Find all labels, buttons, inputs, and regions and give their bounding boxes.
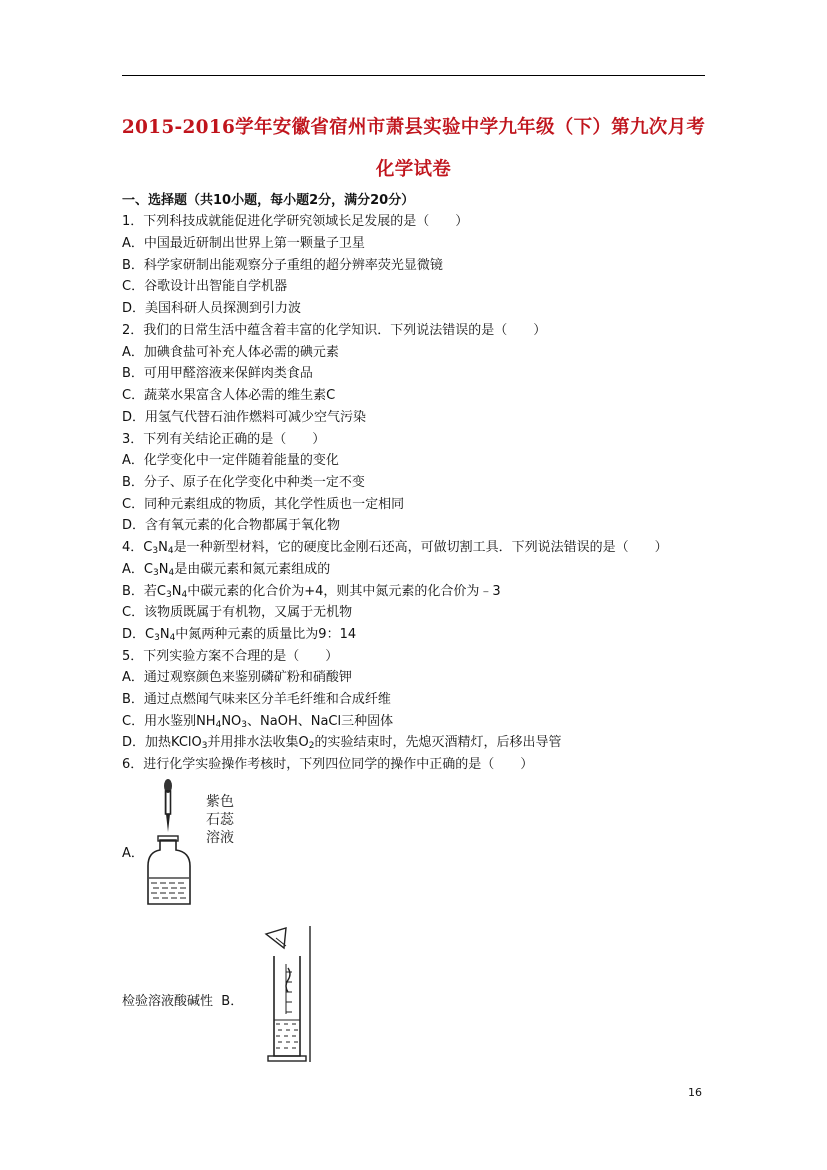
formula-c: 4．C [122, 540, 153, 555]
graduated-cylinder-figure [262, 924, 318, 1064]
page-title-line1: 2015-2016学年安徽省宿州市萧县实验中学九年级（下）第九次月考 [121, 117, 706, 138]
question-5-option-d [122, 731, 561, 751]
subscript: 4 [168, 568, 175, 578]
option-text: 是由碳元素和氮元素组成的 [174, 562, 331, 577]
option-prefix: D．C [122, 627, 155, 642]
option-b-label: B． [221, 994, 244, 1009]
reagent-bottle-icon [148, 836, 190, 904]
question-5-option-b: B．通过点燃闻气味来区分羊毛纤维和合成纤维 [122, 692, 391, 707]
option-prefix: A．C [122, 562, 153, 577]
question-4-option-d [122, 623, 356, 643]
question-1-option-b: B．科学家研制出能观察分子重组的超分辨率荧光显微镜 [122, 258, 443, 273]
formula-part: NO [221, 714, 242, 729]
question-2-option-b: B．可用甲醛溶液来保鲜肉类食品 [122, 366, 313, 381]
question-2-stem: 2．我们的日常生活中蕴含着丰富的化学知识．下列说法错误的是（ ） [122, 323, 547, 338]
question-4-option-c: C．该物质既属于有机物，又属于无机物 [122, 605, 353, 620]
header-rule [122, 75, 705, 76]
question-1-option-a: A．中国最近研制出世界上第一颗量子卫星 [122, 236, 365, 251]
formula-n: N [158, 540, 168, 555]
question-3-option-a: A．化学变化中一定伴随着能量的变化 [122, 453, 339, 468]
formula-n: N [158, 562, 169, 577]
bottle-label-2: 石蕊 [206, 812, 234, 828]
subscript: 3 [241, 720, 248, 730]
section-heading: 一、选择题（共10小题，每小题2分，满分20分） [122, 193, 415, 208]
question-3-stem: 3．下列有关结论正确的是（ ） [122, 432, 326, 447]
question-5-option-c [122, 710, 393, 730]
question-6-option-a-label: A． [122, 846, 144, 861]
dropper-icon [164, 779, 172, 832]
question-2-option-a: A．加碘食盐可补充人体必需的碘元素 [122, 345, 339, 360]
subscript: 3 [152, 546, 159, 556]
dropper-bottle-figure [140, 776, 234, 906]
subscript: 4 [169, 633, 176, 643]
question-1-option-d: D．美国科研人员探测到引力波 [122, 301, 302, 316]
option-text: 中氮两种元素的质量比为9：14 [175, 627, 357, 642]
caption-text: 检验溶液酸碱性 [122, 994, 214, 1009]
option-prefix: B．若C [122, 584, 166, 599]
question-5-option-a: A．通过观察颜色来鉴别磷矿粉和硝酸钾 [122, 670, 352, 685]
bottle-label-1: 紫色 [206, 794, 234, 810]
question-1-stem: 1．下列科技成就能促进化学研究领域长足发展的是（ ） [122, 214, 469, 229]
subscript: 3 [201, 741, 208, 751]
question-4-stem [122, 536, 668, 556]
subscript: 4 [181, 590, 188, 600]
subscript: 2 [308, 741, 315, 751]
subscript: 3 [152, 568, 159, 578]
question-3-option-c: C．同种元素组成的物质，其化学性质也一定相同 [122, 497, 405, 512]
subscript: 4 [215, 720, 222, 730]
page-number: 16 [688, 1086, 702, 1099]
subscript: 3 [154, 633, 160, 643]
formula-n: N [159, 627, 170, 642]
option-prefix: C．用水鉴别NH [122, 714, 216, 729]
cylinder-icon [268, 956, 306, 1061]
question-6-stem: 6．进行化学实验操作考核时，下列四位同学的操作中正确的是（ ） [122, 757, 534, 772]
question-4-option-b [122, 580, 501, 600]
subscript: 4 [167, 546, 174, 556]
question-4-option-a [122, 558, 330, 578]
option-text: 中碳元素的化合价为+4，则其中氮元素的化合价为﹣3 [187, 584, 501, 599]
question-5-stem: 5．下列实验方案不合理的是（ ） [122, 649, 339, 664]
funnel-icon [266, 928, 286, 948]
question-1-option-c: C．谷歌设计出智能自学机器 [122, 279, 288, 294]
option-prefix: D．加热KClO [122, 735, 202, 750]
formula-n: N [171, 584, 182, 599]
question-4-stem-text: 是一种新型材料，它的硬度比金刚石还高，可做切割工具．下列说法错误的是（ ） [173, 540, 668, 555]
formula-part: 并用排水法收集O [207, 735, 309, 750]
question-6-option-b-caption [122, 990, 243, 1009]
question-2-option-c: C．蔬菜水果富含人体必需的维生素C [122, 388, 336, 403]
page-title-line2: 化学试卷 [375, 159, 452, 180]
question-3-option-d: D．含有氧元素的化合物都属于氧化物 [122, 518, 341, 533]
subscript: 3 [166, 590, 172, 600]
option-text: 的实验结束时，先熄灭酒精灯，后移出导管 [314, 735, 562, 750]
bottle-label-3: 溶液 [206, 830, 234, 846]
option-text: 、NaOH、NaCl三种固体 [247, 714, 394, 729]
question-3-option-b: B．分子、原子在化学变化中种类一定不变 [122, 475, 365, 490]
question-2-option-d: D．用氢气代替石油作燃料可减少空气污染 [122, 410, 367, 425]
